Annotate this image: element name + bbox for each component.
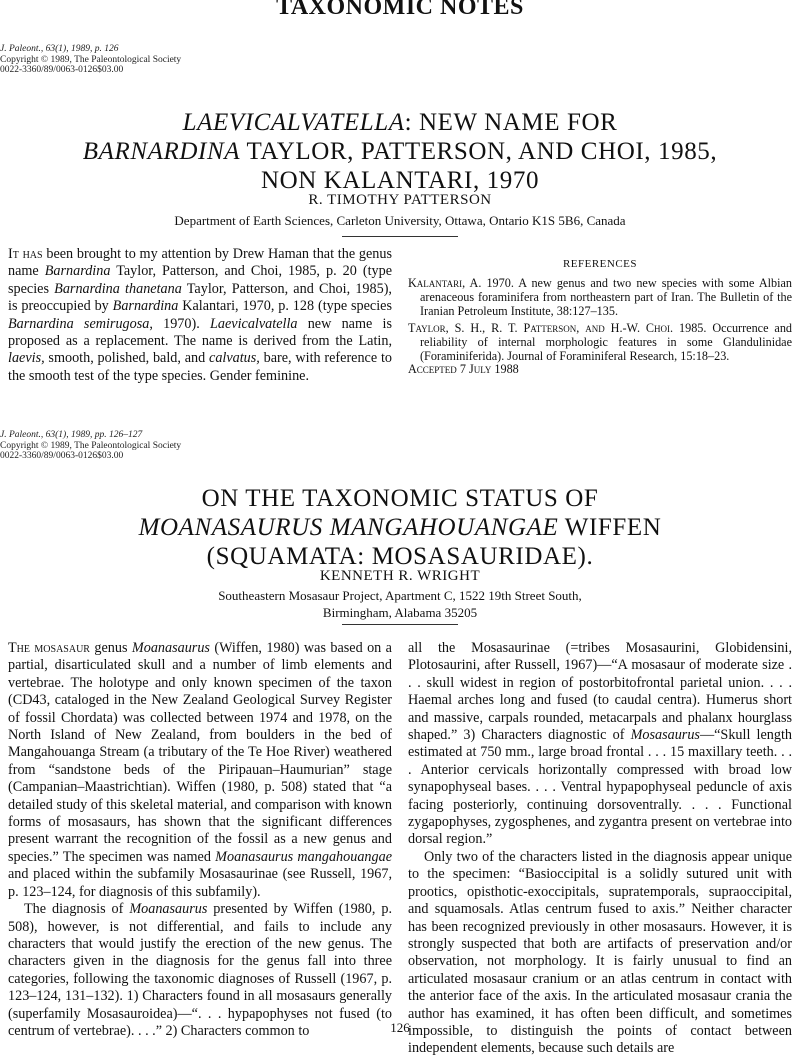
body-paragraph bbox=[8, 640, 392, 901]
citation-line: Copyright © 1989, The Paleontological Society bbox=[0, 440, 182, 451]
genus-name: Moanasaurus bbox=[129, 901, 208, 918]
reference-item bbox=[408, 321, 792, 364]
species-name: Barnardina semirugosa bbox=[8, 315, 150, 332]
text-run: bare, with reference to the smooth test of the type species. Gender feminine. bbox=[8, 350, 392, 384]
reference-authors: Kalantari, A. bbox=[408, 276, 482, 290]
divider bbox=[342, 236, 458, 237]
citation-line: J. Paleont., 63(1), 1989, pp. 126–127 bbox=[0, 430, 143, 440]
body-paragraph bbox=[408, 640, 792, 849]
references-heading: REFERENCES bbox=[562, 258, 638, 270]
reference-item bbox=[408, 276, 792, 319]
citation-block-2 bbox=[0, 430, 181, 462]
page-number: 126 bbox=[390, 1020, 410, 1035]
text-run: , 1970). bbox=[149, 315, 211, 332]
citation-line: J. Paleont., 63(1), 1989, p. 126 bbox=[0, 44, 119, 54]
text-run: and placed within the subfamily Mosasaurinae (see Russell, 1967, p. 123–124, for diagnosis of this subfamily). bbox=[8, 866, 392, 900]
text-run: Taylor, Patterson, and Choi, 1985), is preoccupied by bbox=[8, 280, 392, 315]
article-2-affiliation bbox=[0, 587, 800, 621]
title-genus-old: BARNARDINA bbox=[82, 138, 241, 165]
species-name: Barnardina thanetana bbox=[54, 280, 182, 297]
article-1-body bbox=[8, 246, 392, 385]
article-1-paragraph bbox=[8, 246, 392, 385]
title-line-3: (SQUAMATA: MOSASAURIDAE). bbox=[206, 543, 594, 570]
text-run: presented by Wiffen (1980, p. 508), however, is not differential, and fails to include any characters that would justify the erection of the new genus. The characters given in the diagnosis for the genus fall into three categories, following the taxonomic diagnoses of Russell (1967, p. 123–124, 131–132). 1) Characters found in all mosasaurs generally (superfamily Mosasauroidea)—“. . . hypapophyses not fused (to centrum of vertebrae). . . .” 2) Characters common to bbox=[8, 901, 392, 1039]
text-run: (Wiffen, 1980) was based on a partial, disarticulated skull and a number of limb elements and vertebrae. The holotype and only known specimen of the taxon (CD43, cataloged in the New Zealand Geological Survey Register of fossil Chordata) was collected between 1974 and 1978, on the North Island of New Zealand, from boulders in the bed of Mangahouanga Stream (a tributary of the Te Hoe River) weathered from “sandstone beds of the Piripauan–Haumurian” stage (Campanian–Maastrichtian). Wiffen (1980, p. 508) stated that “a detailed study of this skeletal material, and comparison with known forms of mosasaurs, has shown that the significant differences present warrant the recognition of the fossil as a new genus and species.” The specimen was named bbox=[8, 640, 392, 865]
title-species: MOANASAURUS MANGAHOUANGAE bbox=[138, 514, 559, 541]
reference-list bbox=[408, 276, 792, 365]
text-run: smooth, polished, bald, and bbox=[44, 350, 210, 367]
article-2-left-column bbox=[8, 640, 392, 1040]
genus-name: Laevicalvatella bbox=[210, 315, 298, 332]
text-run: The diagnosis of bbox=[24, 901, 130, 918]
article-2-title bbox=[0, 484, 800, 571]
genus-name: Moanasaurus bbox=[131, 640, 210, 656]
citation-block-1 bbox=[0, 44, 181, 76]
article-1-author: R. TIMOTHY PATTERSON bbox=[308, 192, 492, 208]
latin-word: calvatus, bbox=[209, 350, 260, 367]
affiliation-line: Southeastern Mosasaur Project, Apartment C, 1522 19th Street South, bbox=[218, 588, 582, 603]
genus-name: Mosasaurus bbox=[630, 727, 700, 744]
article-1-affiliation: Department of Earth Sciences, Carleton University, Ottawa, Ontario K1S 5B6, Canada bbox=[174, 213, 626, 228]
title-text: : NEW NAME FOR bbox=[404, 109, 618, 136]
text-run: all the Mosasaurinae (=tribes Mosasaurini, Globidensini, Plotosaurini, after Russell, 1967)—“A mosasaur of moderate size . . . skull widest in region of postorbitofrontal parietal union. . . . Haemal arches long and fused (to caudal centra). Humerus short and massive, carpals rounded, metacarpals and phalanx hourglass shaped.” 3) Characters diagnostic of bbox=[408, 640, 792, 744]
body-paragraph: Only two of the characters listed in the diagnosis appear unique to the specimen: “Basioccipital is a solidly sutured unit with prootics, opisthotic-exoccipitals, supratemporals, supraoccipital, and squamosals. Atlas centrum fused to axis.” Neither character has been recognized previously in other mosasaurs. However, it is strongly suspected that both are artifacts of preservation and/or observation, not morphology. It is fairly unusual to find an articulated mosasaur cranium or an atlas centrum in contact with the anterior face of the axis. In the articulated mosasaur crania the author has examined, it has often been difficult, and sometimes impossible, to distinguish the points of contact between independent elements, because such details are bbox=[408, 848, 792, 1057]
text-run: new name is proposed as a replacement. The name is derived from the Latin, bbox=[8, 315, 393, 350]
citation-line: 0022-3360/89/0063-0126$03.00 bbox=[0, 451, 124, 461]
title-line-3: NON KALANTARI, 1970 bbox=[260, 167, 540, 194]
reference-authors: Taylor, S. H., R. T. Patterson, and H.-W. Choi. bbox=[408, 320, 674, 335]
title-line-1 bbox=[0, 108, 800, 137]
citation-line: 0022-3360/89/0063-0126$03.00 bbox=[0, 65, 124, 75]
lead-in: It has bbox=[8, 246, 43, 262]
latin-word: laevis, bbox=[8, 350, 45, 367]
title-line-2 bbox=[0, 513, 800, 542]
title-genus-new: LAEVICALVATELLA bbox=[182, 109, 405, 136]
article-1-title bbox=[0, 108, 800, 195]
lead-in: The mosasaur bbox=[8, 640, 90, 656]
text-run: genus bbox=[89, 640, 132, 656]
text-run: Kalantari, 1970, p. 128 (type species bbox=[178, 298, 392, 315]
title-text: WIFFEN bbox=[558, 514, 662, 541]
article-2-author: KENNETH R. WRIGHT bbox=[319, 568, 481, 584]
genus-name: Barnardina bbox=[112, 298, 179, 315]
genus-name: Barnardina bbox=[44, 263, 111, 280]
reference-text: 1985. Occurrence and reliability of internal morphologic features in some Glandulinidae (Foraminiferida). Journal of Foraminiferal Research, 15:18–23. bbox=[420, 320, 793, 364]
affiliation-line: Birmingham, Alabama 35205 bbox=[322, 605, 478, 620]
text-run: Taylor, Patterson, and Choi, 1985, p. 20 (type species bbox=[8, 263, 392, 297]
citation-line: Copyright © 1989, The Paleontological Society bbox=[0, 54, 182, 65]
species-name: Moanasaurus mangahouangae bbox=[215, 848, 392, 865]
text-run: —“Skull length estimated at 750 mm., large broad frontal . . . 15 maxillary teeth. . . . Anterior cervicals horizontally compressed with broad low synapophyseal bases. . . . Ventral hypapophyseal peduncle of axis facing posteriorly, continuing dorsoventrally. . . . Functional zygapophyses, zygosphenes, and zygantra present on vertebrae into dorsal region.” bbox=[408, 727, 792, 848]
text-run: been brought to my attention by Drew Haman that the genus name bbox=[8, 246, 392, 280]
accepted-date: Accepted 7 July 1988 bbox=[408, 362, 519, 376]
divider bbox=[342, 624, 458, 625]
title-line-2 bbox=[0, 137, 800, 166]
reference-text: 1970. A new genus and two new species with some Albian arenaceous foraminifera from northeastern part of Iran. The Bulletin of the Iranian Petroleum Institute, 38:127–135. bbox=[420, 276, 793, 319]
article-2-right-column bbox=[408, 640, 792, 1058]
title-text: TAYLOR, PATTERSON, AND CHOI, 1985, bbox=[240, 138, 718, 165]
section-header: TAXONOMIC NOTES bbox=[276, 0, 524, 20]
title-line-1: ON THE TAXONOMIC STATUS OF bbox=[201, 485, 599, 512]
